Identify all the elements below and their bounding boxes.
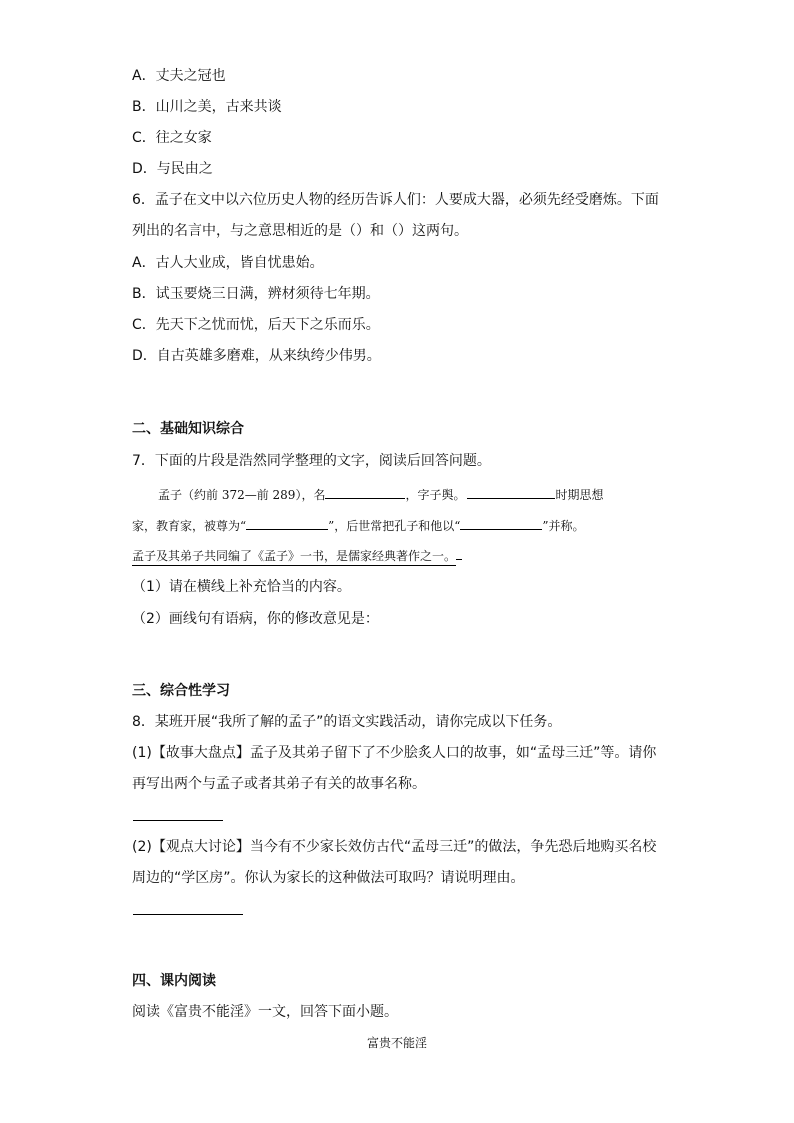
blank-period[interactable] [467, 484, 555, 499]
section4-heading: 四、课内阅读 [132, 973, 216, 989]
q7-underlined-sentence [132, 546, 462, 566]
passage-text-a: 孟子（约前 372—前 289），名 [158, 488, 326, 502]
passage-text-f: ”并称。 [542, 519, 585, 533]
q7-sub1: （1）请在横线上补充恰当的内容。 [132, 579, 351, 595]
q8-part2-line1: (2)【观点大讨论】当今有不少家长效仿古代“孟母三迁”的做法，争先恐后地购买名校 [132, 839, 657, 855]
q8-stem: 8．某班开展“我所了解的孟子”的语文实践活动，请你完成以下任务。 [132, 714, 562, 730]
passage-text-e: ”，后世常把孔子和他以“ [328, 519, 461, 533]
blank-joint-name[interactable] [460, 515, 542, 530]
section4-instruction: 阅读《富贵不能淫》一文，回答下面小题。 [132, 1004, 398, 1020]
passage-title: 富贵不能淫 [366, 1036, 427, 1050]
q8-part1-line2: 再写出两个与孟子或者其弟子有关的故事名称。 [132, 776, 426, 792]
q8-part1-line1: (1)【故事大盘点】孟子及其弟子留下了不少脍炙人口的故事，如“孟母三迁”等。请你 [132, 745, 657, 761]
q6-stem-line1: 6．孟子在文中以六位历史人物的经历告诉人们：人要成大器，必须先经受磨炼。下面 [132, 192, 659, 208]
blank-title[interactable] [246, 515, 328, 530]
section3-heading: 三、综合性学习 [132, 683, 230, 699]
q5-option-c: C．往之女家 [132, 130, 212, 146]
q7-passage-line1 [158, 484, 603, 505]
q6-option-b: B．试玉要烧三日满，辨材须待七年期。 [132, 286, 380, 302]
underlined-sentence-text: 孟子及其弟子共同编了《孟子》一书，是儒家经典著作之一。 [132, 549, 456, 566]
section2-heading: 二、基础知识综合 [132, 421, 244, 437]
q7-passage-line2 [132, 515, 585, 536]
passage-text-b: ，字子舆。 [405, 488, 466, 502]
passage-text-c: 时期思想 [555, 488, 604, 502]
blank-name[interactable] [325, 484, 405, 499]
q6-option-a: A．古人大业成，皆自忧患始。 [132, 255, 324, 271]
q8-part1-answer-line[interactable] [133, 820, 223, 821]
q6-option-c: C．先天下之忧而忧，后天下之乐而乐。 [132, 317, 380, 333]
q6-option-d: D．自古英雄多磨难，从来纨绔少伟男。 [132, 348, 381, 364]
q5-option-b: B．山川之美，古来共谈 [132, 99, 282, 115]
q5-option-d: D．与民由之 [132, 161, 213, 177]
q6-stem-line2: 列出的名言中，与之意思相近的是（）和（）这两句。 [132, 223, 468, 239]
q7-stem: 7．下面的片段是浩然同学整理的文字，阅读后回答问题。 [132, 453, 491, 469]
q8-part2-line2: 周边的“学区房”。你认为家长的这种做法可取吗？请说明理由。 [132, 870, 525, 886]
passage-text-d: 家，教育家，被尊为“ [132, 519, 247, 533]
q5-option-a: A．丈夫之冠也 [132, 68, 226, 84]
q7-sub2: （2）画线句有语病，你的修改意见是： [132, 611, 379, 627]
q8-part2-answer-line[interactable] [133, 914, 243, 915]
